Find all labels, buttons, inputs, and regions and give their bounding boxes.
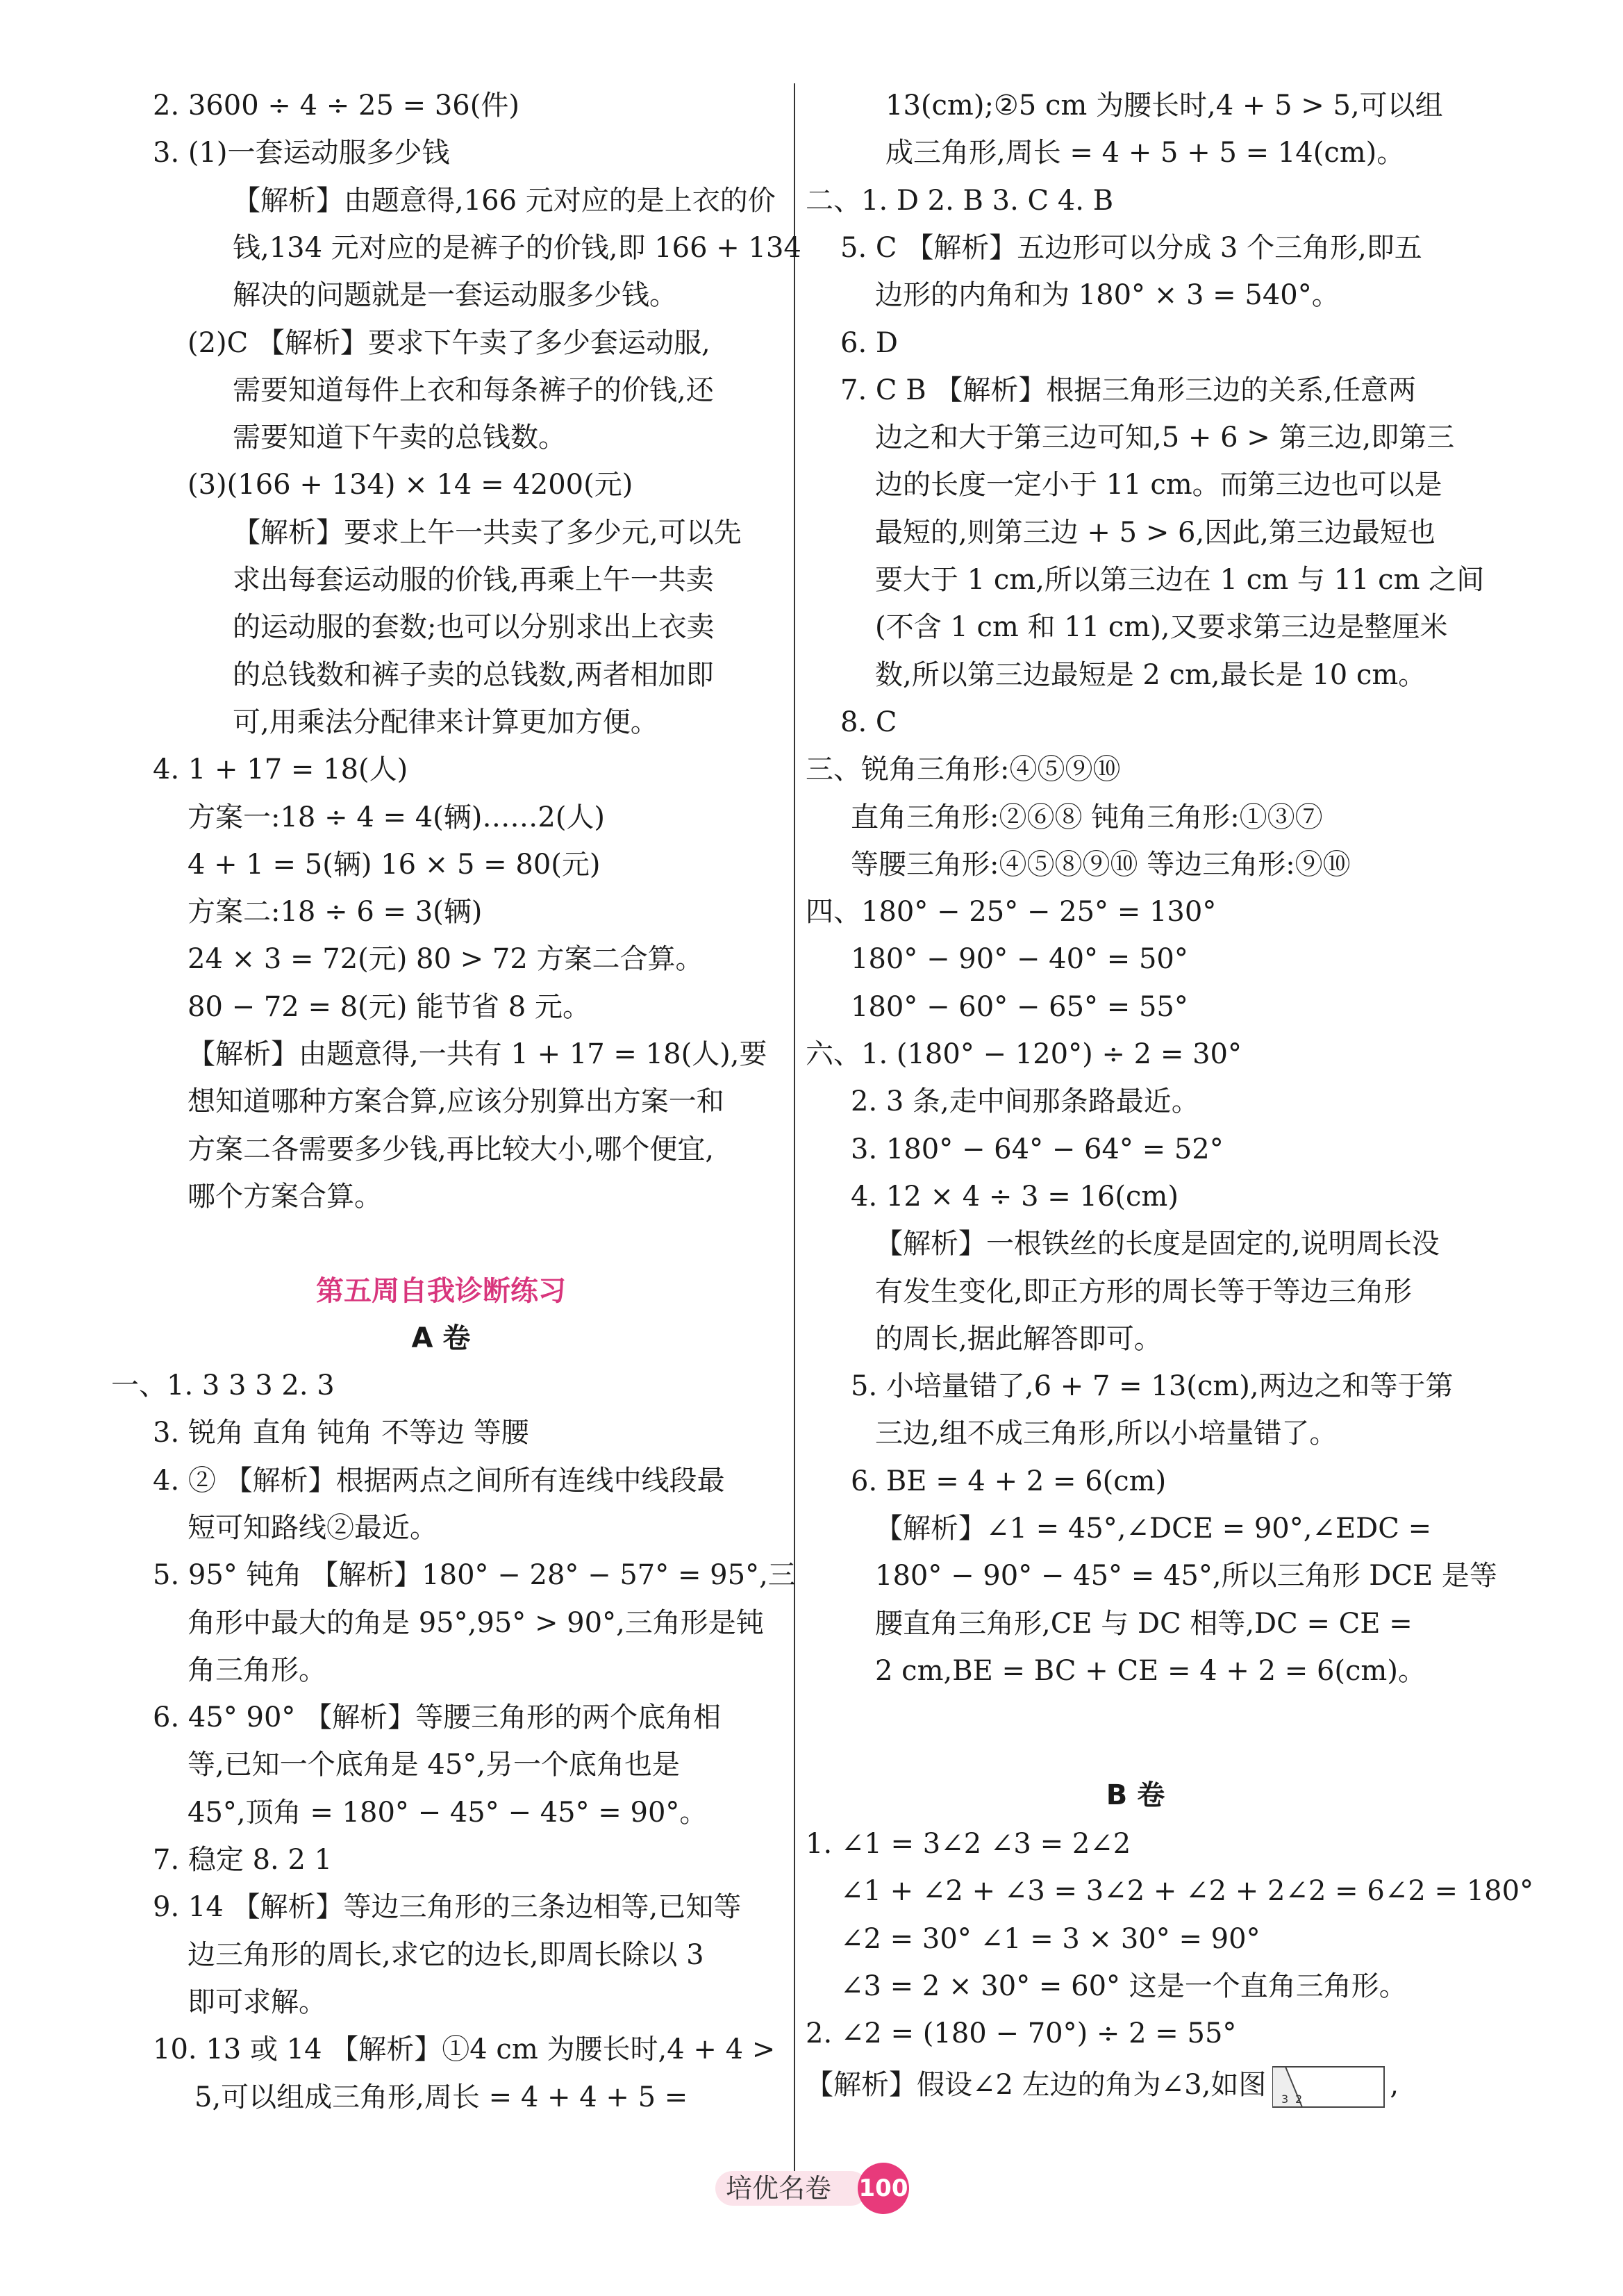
answer-line: 4 + 1 = 5(辆) 16 × 5 = 80(元) [188,848,601,881]
answer-line: 数,所以第三边最短是 2 cm,最长是 10 cm。 [875,658,1426,691]
volume-title: B 卷 [1106,1779,1165,1811]
answer-line: 边形的内角和为 180° × 3 = 540°。 [875,279,1340,312]
answer-line: 2. 3600 ÷ 4 ÷ 25 = 36(件) [153,90,519,122]
answer-line: 45°,顶角 = 180° − 45° − 45° = 90°。 [188,1796,708,1829]
answer-line: 5. C 【解析】五边形可以分成 3 个三角形,即五 [840,231,1422,264]
answer-line: 要大于 1 cm,所以第三边在 1 cm 与 11 cm 之间 [875,564,1485,596]
answer-line: 三边,组不成三角形,所以小培量错了。 [875,1417,1338,1450]
page-number: 100 [858,2163,909,2214]
answer-line: 7. 稳定 8. 2 1 [153,1844,333,1876]
answer-line: 3. 锐角 直角 钝角 不等边 等腰 [153,1417,529,1449]
answer-line: 六、1. (180° − 120°) ÷ 2 = 30° [806,1038,1242,1070]
answer-line: 80 − 72 = 8(元) 能节省 8 元。 [188,990,590,1023]
answer-line: ∠1 + ∠2 + ∠3 = 3∠2 + ∠2 + 2∠2 = 6∠2 = 180° [840,1875,1534,1908]
answer-line: 想知道哪种方案合算,应该分别算出方案一和 [188,1085,724,1118]
answer-line: 钱,134 元对应的是裤子的价钱,即 166 + 134 [233,231,801,264]
answer-line: 2 cm,BE = BC + CE = 4 + 2 = 6(cm)。 [875,1654,1426,1687]
answer-line: (2)C 【解析】要求下午卖了多少套运动服, [188,326,710,359]
answer-line: 方案一:18 ÷ 4 = 4(辆)……2(人) [188,801,606,833]
answer-line: 4. 12 × 4 ÷ 3 = 16(cm) [851,1180,1179,1213]
answer-line: 180° − 90° − 45° = 45°,所以三角形 DCE 是等 [875,1560,1497,1592]
answer-line: (不含 1 cm 和 11 cm),又要求第三边是整厘米 [875,611,1448,644]
answer-line: 3. 180° − 64° − 64° = 52° [851,1133,1224,1165]
answer-line: 一、1. 3 3 3 2. 3 [111,1370,335,1401]
answer-line: 角三角形。 [188,1654,326,1686]
answer-line: ∠2 = 30° ∠1 = 3 × 30° = 90° [840,1922,1260,1955]
answer-line: 24 × 3 = 72(元) 80 > 72 方案二合算。 [188,943,704,976]
section-title: 第五周自我诊断练习 [316,1275,566,1307]
answer-line: 即可求解。 [188,1986,326,2018]
answer-line: 5. 95° 钝角 【解析】180° − 28° − 57° = 95°,三 [153,1559,796,1592]
answer-line: 边三角形的周长,求它的边长,即周长除以 3 [188,1938,704,1971]
answer-line: 【解析】要求上午一共卖了多少元,可以先 [233,516,742,549]
answer-line: 求出每套运动服的价钱,再乘上午一共卖 [233,564,714,596]
answer-line: 短可知路线②最近。 [188,1511,438,1544]
figure-caption: 【解析】假设∠2 左边的角为∠3,如图 [806,2068,1267,2101]
answer-line: 9. 14 【解析】等边三角形的三条边相等,已知等 [153,1891,742,1924]
answer-line: 的周长,据此解答即可。 [875,1322,1162,1355]
answer-line: 可,用乘法分配律来计算更加方便。 [233,706,658,738]
answer-line: 3. (1)一套运动服多少钱 [153,137,450,169]
angle-figure [1272,2064,1390,2110]
answer-line: 4. ② 【解析】根据两点之间所有连线中线段最 [153,1464,725,1497]
answer-line: 的总钱数和裤子卖的总钱数,两者相加即 [233,658,714,691]
answer-line: 6. 45° 90° 【解析】等腰三角形的两个底角相 [153,1702,722,1734]
footer-label: 培优名卷 [726,2173,832,2204]
answer-line: 腰直角三角形,CE 与 DC 相等,DC = CE = [875,1607,1413,1640]
answer-line: 有发生变化,即正方形的周长等于等边三角形 [875,1275,1412,1308]
answer-line: 最短的,则第三边 + 5 > 6,因此,第三边最短也 [875,516,1435,549]
page-footer [715,2160,924,2215]
volume-title: A 卷 [411,1322,471,1354]
answer-line: 180° − 60° − 65° = 55° [851,990,1188,1023]
answer-line: 2. ∠2 = (180 − 70°) ÷ 2 = 55° [806,2018,1237,2050]
figure-label: 2 [1295,2092,1303,2106]
answer-line: 【解析】由题意得,166 元对应的是上衣的价 [233,184,776,217]
answer-line-with-figure [806,2061,1399,2109]
answer-line: 1. ∠1 = 3∠2 ∠3 = 2∠2 [806,1828,1131,1860]
column-divider [794,83,795,2174]
answer-line: 等腰三角形:④⑤⑧⑨⑩ 等边三角形:⑨⑩ [851,848,1351,881]
answer-line: 二、1. D 2. B 3. C 4. B [806,184,1114,217]
answer-line: 【解析】∠1 = 45°,∠DCE = 90°,∠EDC = [875,1513,1432,1545]
answer-line: 5,可以组成三角形,周长 = 4 + 4 + 5 = [194,2081,688,2113]
answer-line: 成三角形,周长 = 4 + 5 + 5 = 14(cm)。 [885,137,1405,169]
answer-line: 10. 13 或 14 【解析】①4 cm 为腰长时,4 + 4 > [153,2033,776,2066]
answer-line: 角形中最大的角是 95°,95° > 90°,三角形是钝 [188,1606,764,1639]
answer-line: 方案二:18 ÷ 6 = 3(辆) [188,896,483,929]
answer-line: 180° − 90° − 40° = 50° [851,943,1188,976]
answer-line: 4. 1 + 17 = 18(人) [153,754,408,786]
answer-line: 8. C [840,706,897,738]
answer-line: 解决的问题就是一套运动服多少钱。 [233,279,677,312]
answer-line: 5. 小培量错了,6 + 7 = 13(cm),两边之和等于第 [851,1370,1454,1403]
answer-line: 等,已知一个底角是 45°,另一个底角也是 [188,1749,681,1781]
answer-line: 13(cm);②5 cm 为腰长时,4 + 5 > 5,可以组 [885,90,1443,122]
figure-caption-end: , [1390,2068,1399,2101]
answer-line: 哪个方案合算。 [188,1180,382,1213]
answer-line: 的运动服的套数;也可以分别求出上衣卖 [233,611,715,644]
answer-line: 2. 3 条,走中间那条路最近。 [851,1085,1199,1118]
answer-line: 边的长度一定小于 11 cm。而第三边也可以是 [875,469,1442,501]
answer-line: 6. BE = 4 + 2 = 6(cm) [851,1465,1167,1497]
answer-line: (3)(166 + 134) × 14 = 4200(元) [188,469,633,501]
answer-line: 方案二各需要多少钱,再比较大小,哪个便宜, [188,1133,715,1165]
answer-line: 边之和大于第三边可知,5 + 6 > 第三边,即第三 [875,422,1455,454]
answer-line: 四、180° − 25° − 25° = 130° [806,896,1217,929]
figure-label: 3 [1281,2092,1289,2106]
answer-line: 需要知道每件上衣和每条裤子的价钱,还 [233,374,714,406]
answer-line: 【解析】由题意得,一共有 1 + 17 = 18(人),要 [188,1038,767,1070]
answer-line: 7. C B 【解析】根据三角形三边的关系,任意两 [840,374,1417,406]
answer-line: 6. D [840,326,898,359]
answer-line: 需要知道下午卖的总钱数。 [233,422,566,454]
answer-line: ∠3 = 2 × 30° = 60° 这是一个直角三角形。 [840,1970,1407,2002]
answer-line: 三、锐角三角形:④⑤⑨⑩ [806,754,1121,786]
answer-line: 【解析】一根铁丝的长度是固定的,说明周长没 [875,1228,1440,1261]
answer-line: 直角三角形:②⑥⑧ 钝角三角形:①③⑦ [851,801,1323,833]
